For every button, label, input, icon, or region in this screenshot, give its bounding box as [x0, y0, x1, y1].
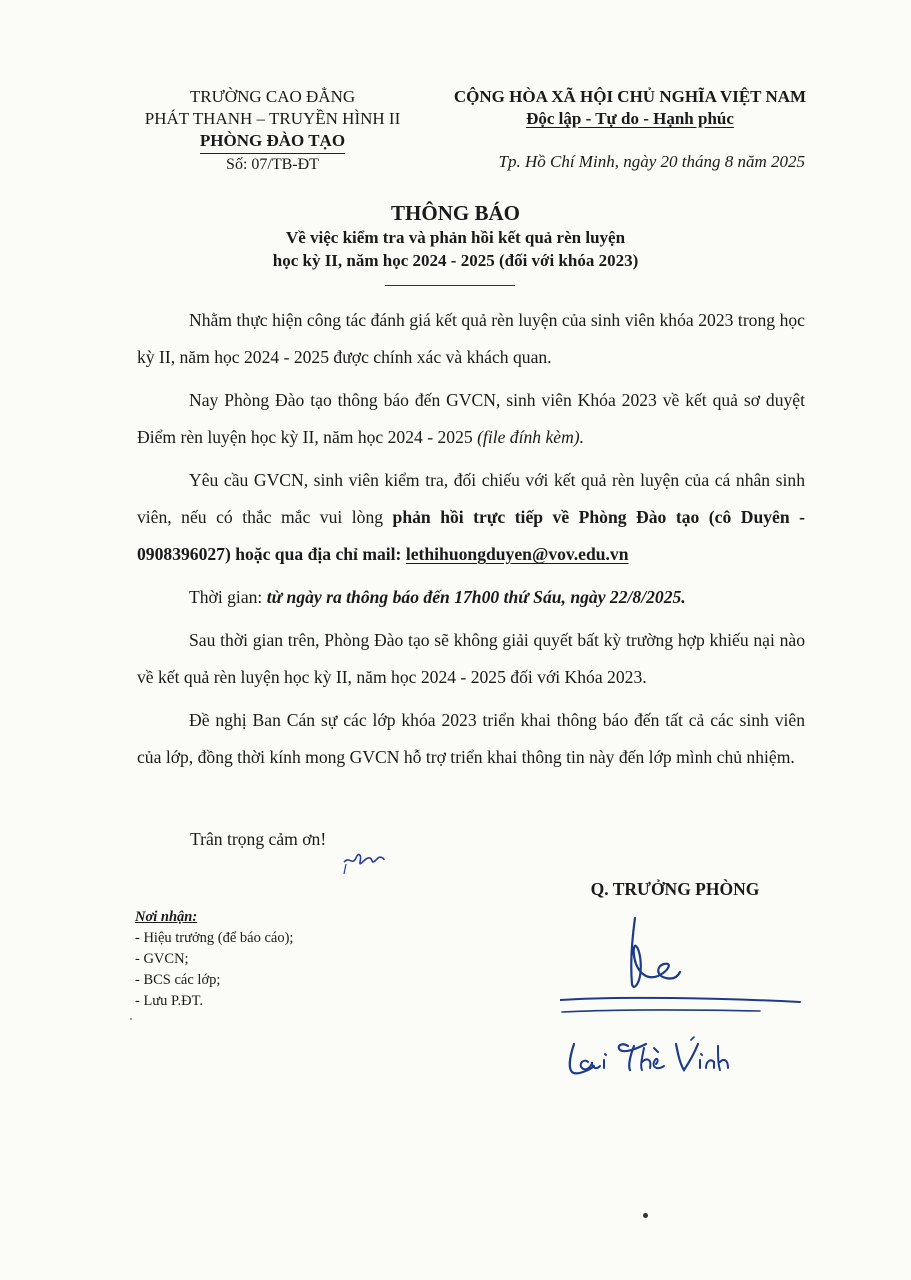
deadline-label: Thời gian:	[189, 587, 267, 607]
signer-title: Q. TRƯỞNG PHÒNG	[590, 879, 760, 899]
school-name-line2: PHÁT THANH – TRUYỀN HÌNH II	[144, 109, 401, 128]
contact-email-link[interactable]: lethihuongduyen@vov.edu.vn	[405, 544, 629, 564]
notice-title-block	[0, 200, 911, 272]
issuer-header	[120, 86, 425, 176]
scan-speck-mark	[130, 1018, 132, 1020]
paragraph-request-class-officers: Đề nghị Ban Cán sự các lớp khóa 2023 triển khai thông báo đến tất cả các sinh viên của lớp, đồng thời kính mong GVCN hỗ trợ triển khai thông tin này đến lớp mình chủ nhiệm.	[137, 710, 805, 767]
notice-subtitle-line2: học kỳ II, năm học 2024 - 2025 (đối với khóa 2023)	[272, 251, 639, 270]
request-text: Yêu cầu GVCN, sinh viên kiểm tra, đối chiếu với kết quả rèn luyện của cá nhân sinh viên, nếu có thắc mắc vui lòng	[137, 470, 805, 527]
paragraph-deadline	[137, 579, 805, 616]
handwritten-initial	[340, 836, 388, 881]
national-header	[420, 86, 840, 130]
country-name: CỘNG HÒA XÃ HỘI CHỦ NGHĨA VIỆT NAM	[453, 87, 807, 106]
school-name-line1: TRƯỜNG CAO ĐẲNG	[189, 87, 356, 106]
notice-body	[137, 302, 805, 782]
department-name: PHÒNG ĐÀO TẠO	[200, 130, 345, 154]
notice-title: THÔNG BÁO	[391, 201, 520, 225]
recipient-item: - Lưu P.ĐT.	[135, 993, 204, 1009]
closing-thanks: Trân trọng cảm ơn!	[190, 829, 327, 849]
scan-dot-mark	[643, 1213, 648, 1218]
paragraph-after-deadline: Sau thời gian trên, Phòng Đào tạo sẽ không giải quyết bất kỳ trường hợp khiếu nại nào về kết quả rèn luyện học kỳ II, năm học 2024 - 2025 đối với Khóa 2023.	[137, 630, 805, 687]
recipient-item: - Hiệu trưởng (để báo cáo);	[135, 930, 294, 946]
paragraph-purpose: Nhằm thực hiện công tác đánh giá kết quả rèn luyện của sinh viên khóa 2023 trong học kỳ II, năm học 2024 - 2025 được chính xác và khách quan.	[137, 310, 805, 367]
deadline-value: từ ngày ra thông báo đến 17h00 thứ Sáu, ngày 22/8/2025.	[266, 587, 686, 607]
recipients-block	[135, 907, 293, 1012]
recipients-heading: Nơi nhận:	[135, 909, 198, 925]
recipient-item: - GVCN;	[135, 951, 189, 967]
announcement-text: Nay Phòng Đào tạo thông báo đến GVCN, sinh viên Khóa 2023 về kết quả sơ duyệt Điểm rèn luyện học kỳ II, năm học 2024 - 2025	[137, 390, 805, 447]
place-date: Tp. Hồ Chí Minh, ngày 20 tháng 8 năm 2025	[498, 152, 805, 171]
paragraph-request	[137, 462, 805, 573]
notice-subtitle-line1: Về việc kiểm tra và phản hồi kết quả rèn luyện	[285, 228, 626, 247]
attachment-note: (file đính kèm).	[477, 427, 585, 447]
handwritten-signature	[560, 910, 810, 1025]
paragraph-announcement	[137, 382, 805, 456]
title-divider	[385, 285, 515, 286]
national-motto: Độc lập - Tự do - Hạnh phúc	[526, 109, 734, 128]
feedback-contact: phản hồi trực tiếp về Phòng Đào tạo (cô Duyên - 0908396027) hoặc qua địa chỉ mail:	[137, 507, 805, 564]
signer-name-handwritten	[560, 1036, 750, 1089]
recipient-item: - BCS các lớp;	[135, 972, 221, 988]
document-number: Số: 07/TB-ĐT	[226, 156, 319, 173]
